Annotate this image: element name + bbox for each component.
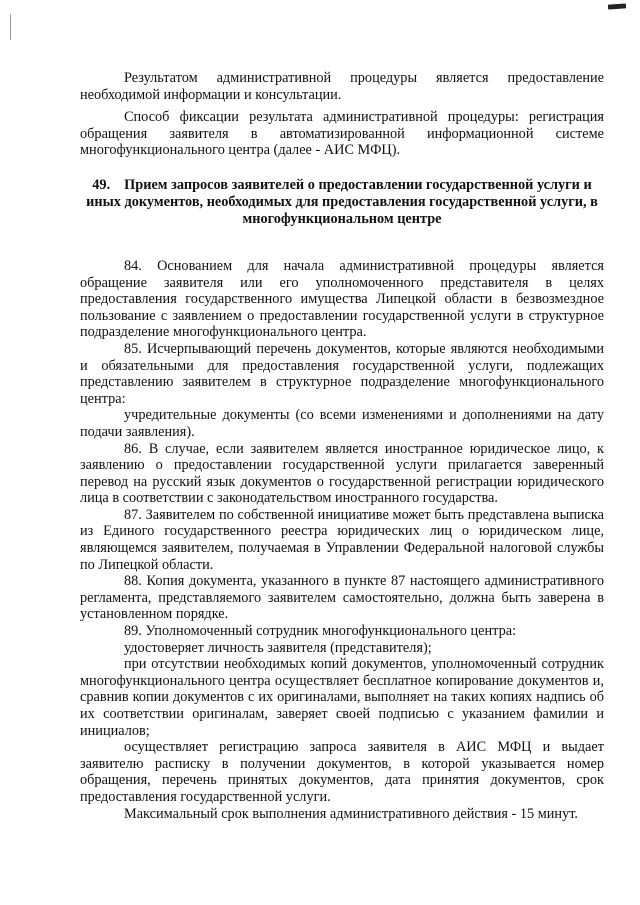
scan-artifact-mark [608, 3, 626, 9]
paragraph-84: 84. Основанием для начала административной процедуры является обращение заявителя или его уполномоченного представителя в целях предоставления государственного имущества Липецкой области в безвозмездное пользование с заявлением о предоставлении государственной услуги в структурное подразделение многофункционального центра. [80, 257, 604, 341]
document-page [80, 70, 604, 822]
paragraph-86: 86. В случае, если заявителем является иностранное юридическое лицо, к заявлению о предоставлении государственной услуги прилагается заверенный перевод на русский язык документов о государственной регистрации юридического лица в соответствии с законодательством иностранного государства. [80, 440, 604, 507]
paragraph-87: 87. Заявителем по собственной инициативе может быть представлена выписка из Единого государственного реестра юридических лиц о юридическом лице, являющемся заявителем, получаемая в Управлении Федеральной налоговой службы по Липецкой области. [80, 506, 604, 573]
paragraph-89-copies: при отсутствии необходимых копий документов, уполномоченный сотрудник многофункционального центра осуществляет бесплатное копирование документов и, сравнив копии документов с их оригиналами, выполняет на таких копиях надпись об их соответствии оригиналам, заверяет своей подписью с указанием фамилии и инициалов; [80, 656, 604, 739]
paragraph-85: 85. Исчерпывающий перечень документов, которые являются необходимыми и обязательными для предоставления государственной услуги, подлежащих представлению заявителем в структурное подразделение многофункционального центра: [80, 340, 604, 407]
paragraph-88: 88. Копия документа, указанного в пункте 87 настоящего административного регламента, представляемого заявителем самостоятельно, должна быть заверена в установленном порядке. [80, 573, 604, 623]
section-heading [80, 177, 604, 228]
paragraph-result: Результатом административной процедуры является предоставление необходимой информации и консультации. [80, 70, 604, 103]
section-title: Прием запросов заявителей о предоставлении государственной услуги и иных документов, необходимых для предоставления государственной услуги, в многофункциональном центре [86, 176, 598, 227]
paragraph-89: 89. Уполномоченный сотрудник многофункционального центра: [124, 623, 517, 640]
scan-artifact-line [10, 14, 11, 40]
paragraph-fixation: Способ фиксации результата административной процедуры: регистрация обращения заявителя в автоматизированной информационной системе многофункционального центра (далее - АИС МФЦ). [80, 109, 604, 159]
paragraph-85-documents: учредительные документы (со всеми изменениями и дополнениями на дату подачи заявления). [80, 407, 604, 440]
paragraph-max-time: Максимальный срок выполнения административного действия - 15 минут. [124, 805, 578, 822]
paragraph-89-registration: осуществляет регистрацию запроса заявителя в АИС МФЦ и выдает заявителю расписку в получении документов, в которой указывается номер обращения, перечень принятых документов, дата принятия документов, срок предоставления государственной услуги. [80, 739, 604, 805]
paragraph-89-identity: удостоверяет личность заявителя (представителя); [124, 639, 432, 656]
section-number: 49. [92, 176, 111, 193]
